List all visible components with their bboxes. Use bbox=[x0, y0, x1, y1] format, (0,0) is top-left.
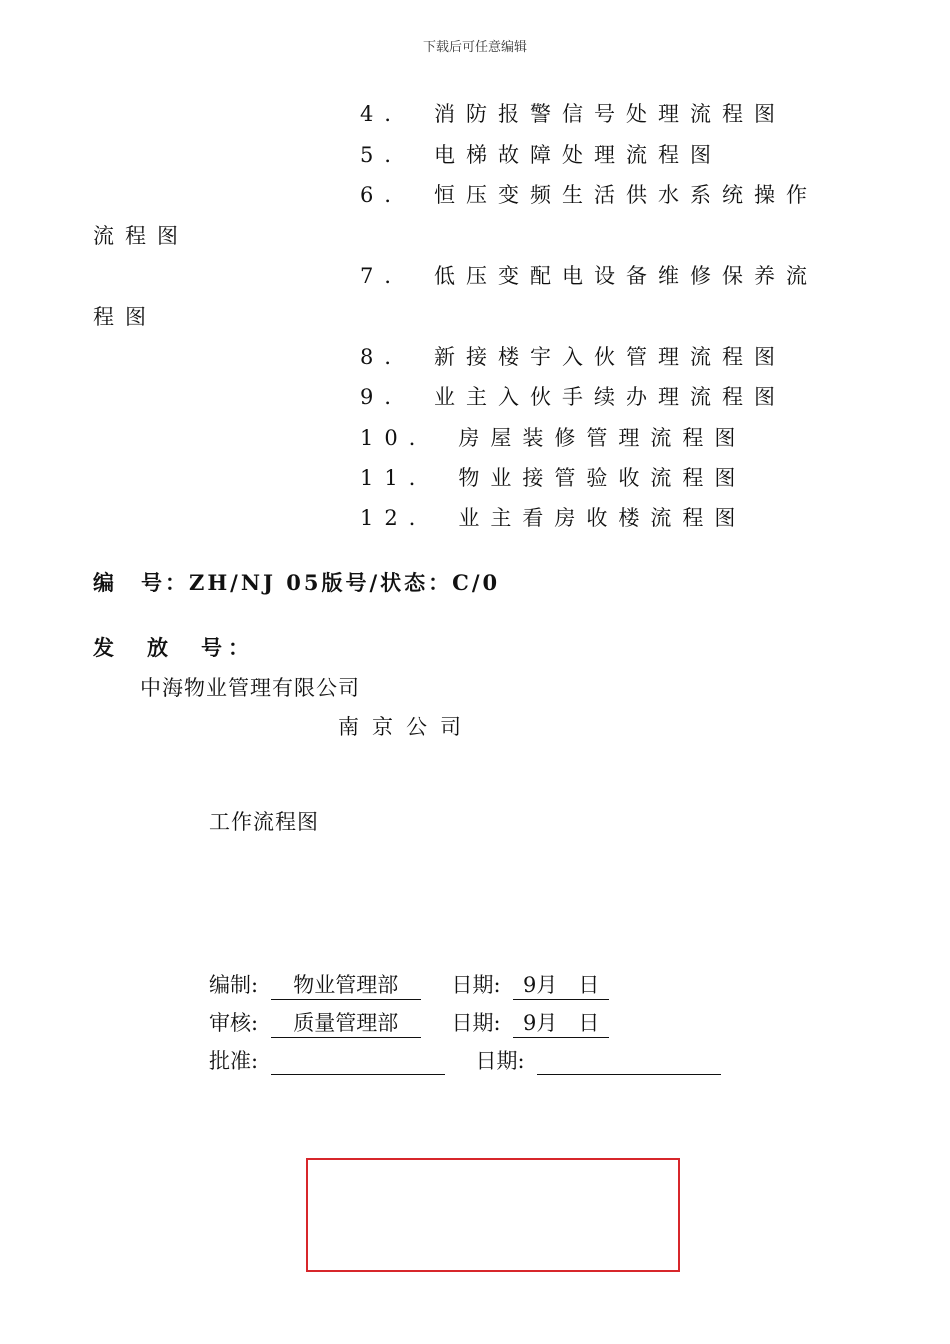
review-value: 质量管理部 bbox=[271, 1007, 421, 1038]
approve-label: 批准: bbox=[209, 1049, 259, 1073]
toc-item-5: 5． 电梯故障处理流程图 bbox=[360, 143, 723, 167]
approve-date-label: 日期: bbox=[475, 1049, 525, 1073]
company-branch: 南京公司 bbox=[338, 715, 474, 739]
toc-item-7-line2: 程图 bbox=[93, 305, 157, 329]
review-label: 审核: bbox=[209, 1011, 259, 1035]
stamp-box bbox=[306, 1158, 680, 1272]
toc-item-4: 4． 消防报警信号处理流程图 bbox=[360, 102, 787, 126]
toc-item-6-line2: 流程图 bbox=[93, 224, 189, 248]
document-title: 工作流程图 bbox=[209, 810, 319, 834]
toc-item-10: 10． 房屋装修管理流程图 bbox=[360, 426, 747, 450]
toc-item-7-line1: 7． 低压变配电设备维修保养流 bbox=[360, 264, 819, 288]
compile-row bbox=[209, 969, 609, 1000]
review-row bbox=[209, 1007, 609, 1038]
toc-item-8: 8． 新接楼宇入伙管理流程图 bbox=[360, 345, 787, 369]
page-header-note: 下载后可任意编辑 bbox=[422, 40, 527, 55]
approve-date-value bbox=[537, 1050, 721, 1075]
compile-date-label: 日期: bbox=[451, 973, 501, 997]
review-date-value: 9月 日 bbox=[513, 1007, 609, 1038]
distribution-number-label: 发 放 号： bbox=[93, 635, 255, 660]
toc-item-11: 11． 物业接管验收流程图 bbox=[360, 466, 747, 490]
compile-label: 编制: bbox=[209, 973, 259, 997]
toc-item-12: 12． 业主看房收楼流程图 bbox=[360, 506, 747, 530]
compile-date-value: 9月 日 bbox=[513, 969, 609, 1000]
approve-value bbox=[271, 1050, 445, 1075]
approve-row bbox=[209, 1045, 721, 1075]
toc-item-6-line1: 6． 恒压变频生活供水系统操作 bbox=[360, 183, 819, 207]
company-name: 中海物业管理有限公司 bbox=[140, 676, 360, 700]
compile-value: 物业管理部 bbox=[271, 969, 421, 1000]
toc-item-9: 9． 业主入伙手续办理流程图 bbox=[360, 385, 787, 409]
document-number-line: 编 号：ZH/NJ 05版号/状态：C/0 bbox=[93, 570, 501, 595]
review-date-label: 日期: bbox=[451, 1011, 501, 1035]
